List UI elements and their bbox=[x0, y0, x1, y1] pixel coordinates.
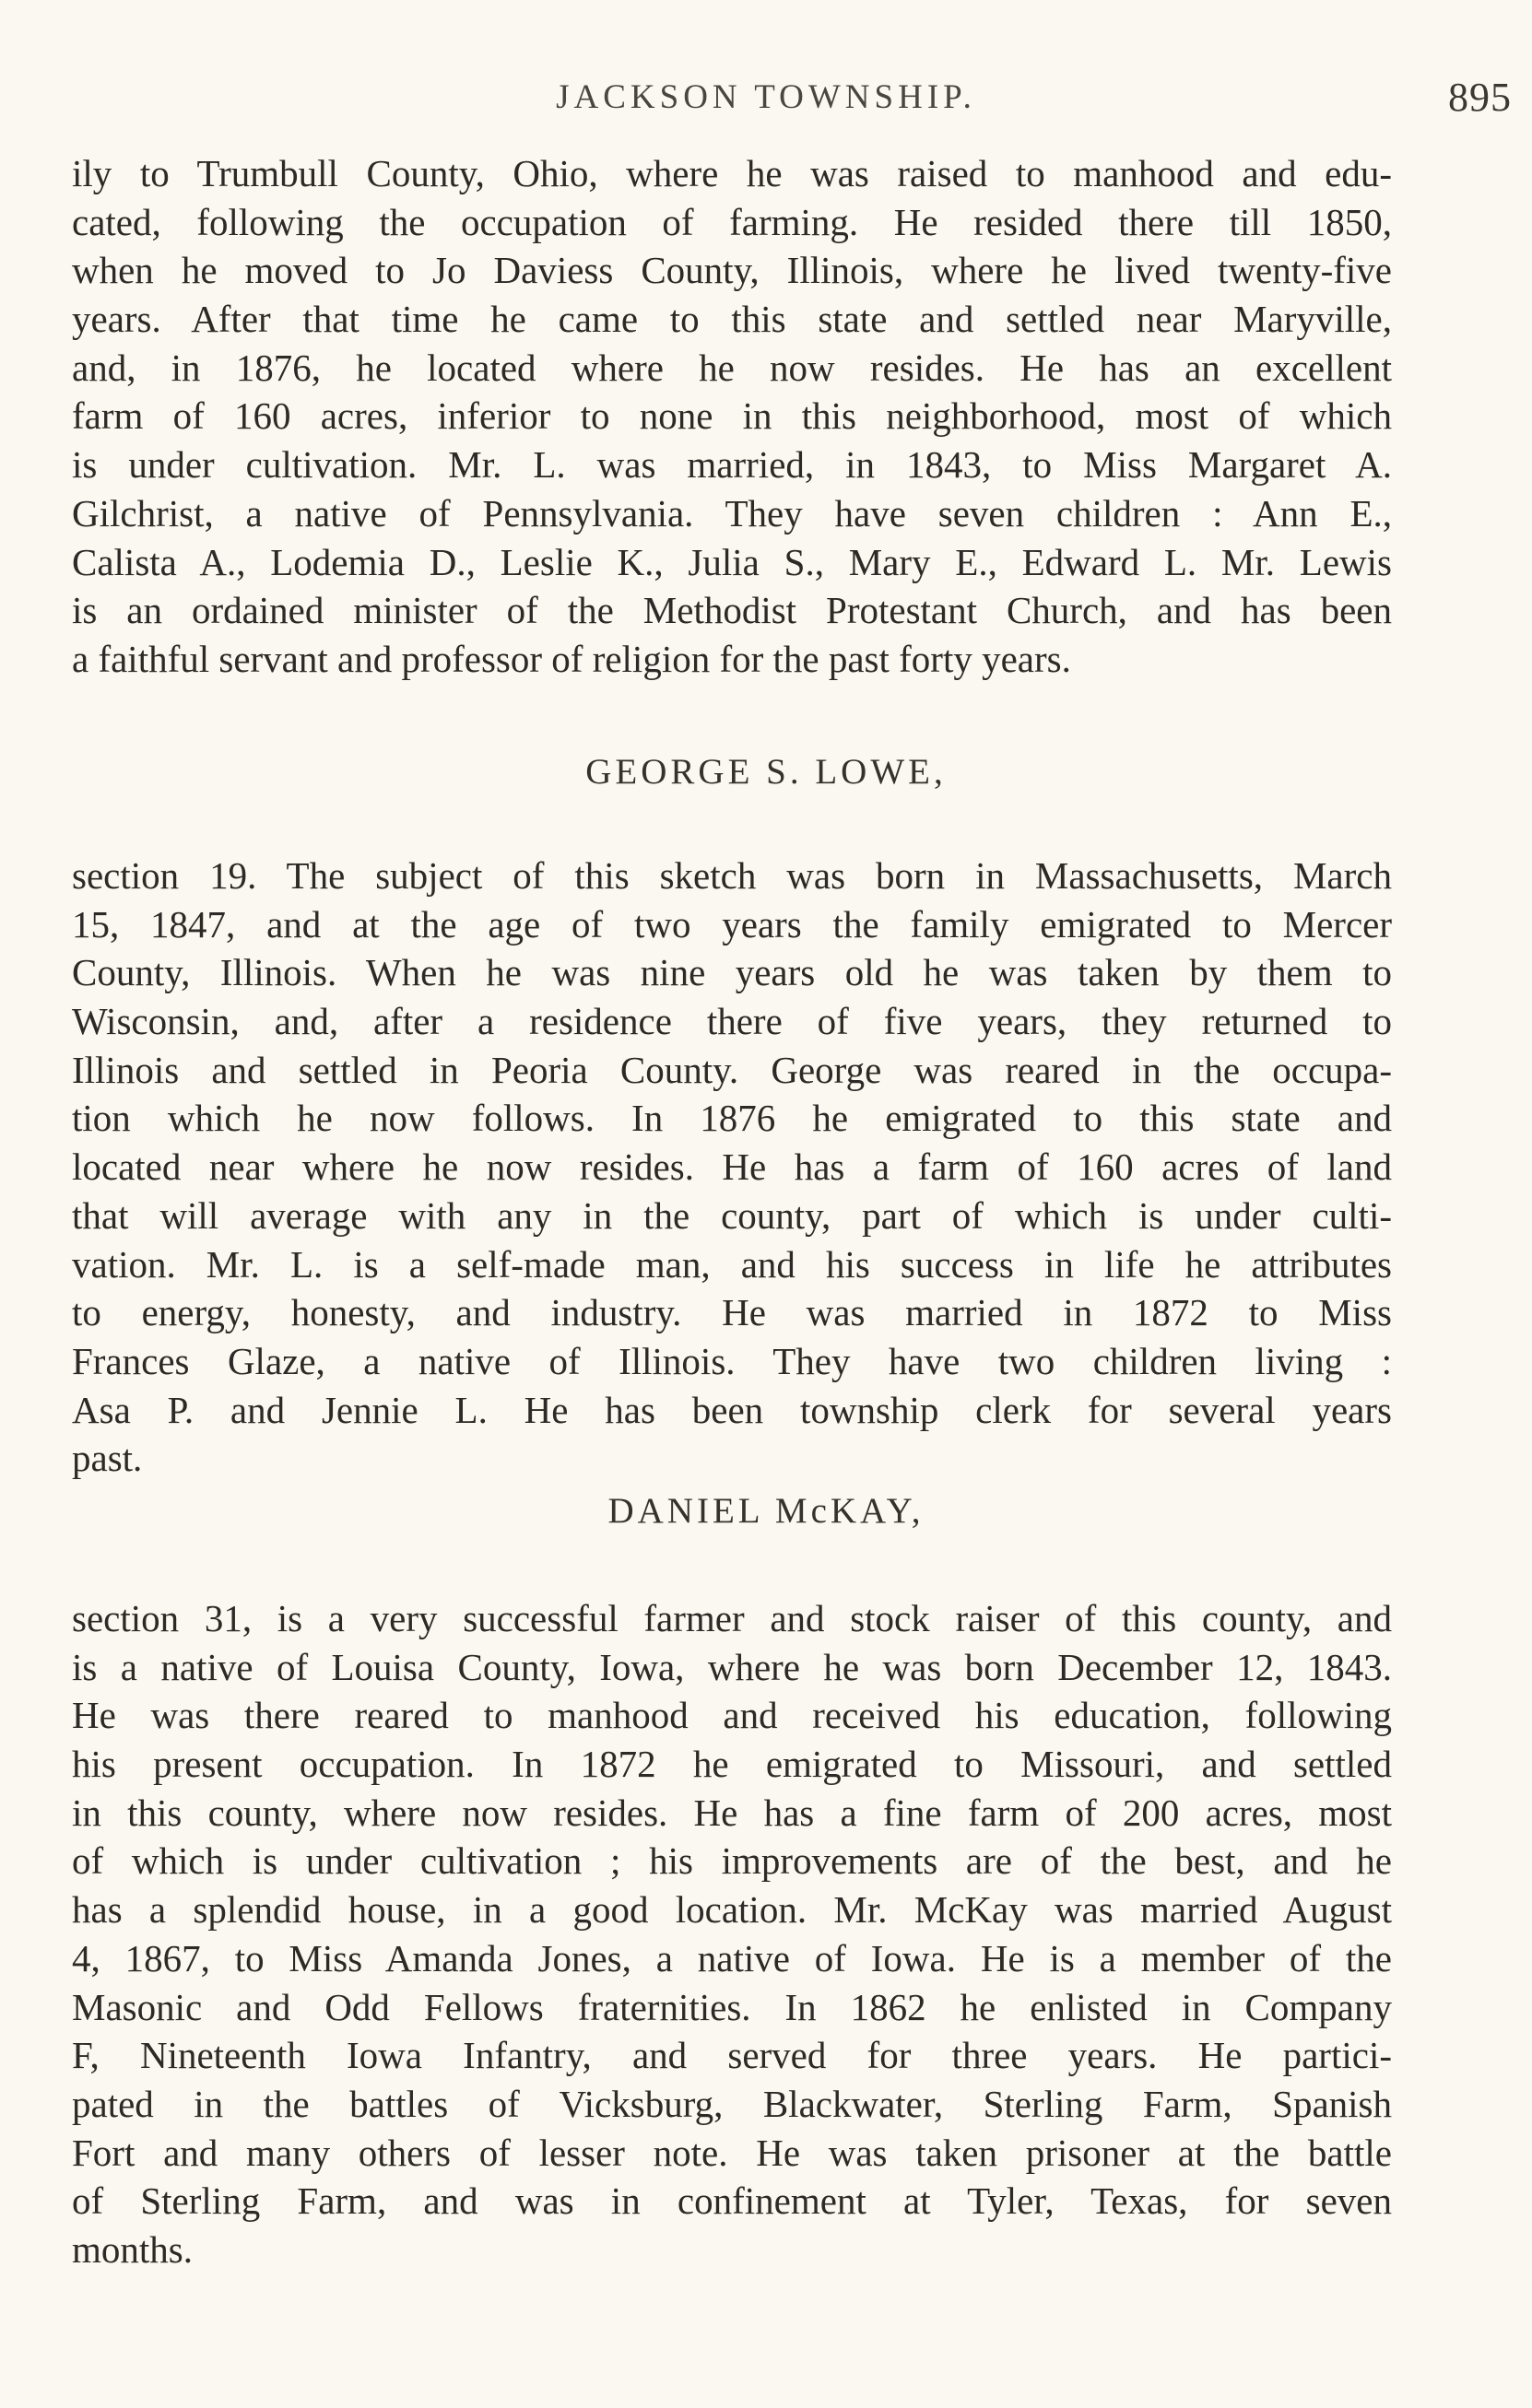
page-number: 895 bbox=[1448, 75, 1512, 120]
text-line: months. bbox=[72, 2227, 193, 2271]
text-line: tion which he now follows. In 1876 he emigrated to this state and bbox=[72, 1097, 1392, 1140]
text-line: has a splendid house, in a good location. Mr. McKay was married August bbox=[72, 1888, 1392, 1932]
text-line: cated, following the occupation of farming. He resided there till 1850, bbox=[72, 200, 1392, 243]
running-title: JACKSON TOWNSHIP. bbox=[556, 78, 976, 116]
text-line: years. After that time he came to this state and settled near Maryville, bbox=[72, 298, 1392, 341]
text-line: He was there reared to manhood and received his education, following bbox=[72, 1694, 1392, 1737]
text-line: County, Illinois. When he was nine years old he was taken by them to bbox=[72, 951, 1392, 994]
text-line: of Sterling Farm, and was in confinement at Tyler, Texas, for seven bbox=[72, 2179, 1392, 2223]
entry-heading-daniel-mckay: DANIEL McKAY, bbox=[607, 1491, 925, 1531]
text-line: farm of 160 acres, inferior to none in this neighborhood, most of which bbox=[72, 394, 1392, 438]
text-line: Wisconsin, and, after a residence there of five years, they returned to bbox=[72, 1000, 1392, 1043]
entry-heading-george-lowe: GEORGE S. LOWE, bbox=[585, 752, 947, 792]
text-line: Frances Glaze, a native of Illinois. They have two children living : bbox=[72, 1339, 1392, 1382]
entry-george-lowe bbox=[72, 852, 1392, 1483]
text-line: F, Nineteenth Iowa Infantry, and served for three years. He partici- bbox=[72, 2034, 1392, 2077]
text-line: of which is under cultivation ; his improvements are of the best, and he bbox=[72, 1839, 1392, 1883]
text-line: when he moved to Jo Daviess County, Illinois, where he lived twenty-five bbox=[72, 249, 1392, 292]
text-line: his present occupation. In 1872 he emigrated to Missouri, and settled bbox=[72, 1743, 1392, 1786]
text-line: is under cultivation. Mr. L. was married, in 1843, to Miss Margaret A. bbox=[72, 443, 1392, 487]
text-line: in this county, where now resides. He has a fine farm of 200 acres, most bbox=[72, 1791, 1392, 1834]
text-line: Masonic and Odd Fellows fraternities. In 1862 he enlisted in Company bbox=[72, 1985, 1392, 2028]
text-line: is a native of Louisa County, Iowa, where he was born December 12, 1843. bbox=[72, 1645, 1392, 1688]
text-line: that will average with any in the county, part of which is under culti- bbox=[72, 1193, 1392, 1237]
text-line: Illinois and settled in Peoria County. George was reared in the occupa- bbox=[72, 1048, 1392, 1091]
continued-entry bbox=[72, 149, 1392, 684]
text-line: a faithful servant and professor of religion for the past forty years. bbox=[72, 637, 1071, 680]
text-line: pated in the battles of Vicksburg, Blackwater, Sterling Farm, Spanish bbox=[72, 2082, 1392, 2125]
text-line: 4, 1867, to Miss Amanda Jones, a native of Iowa. He is a member of the bbox=[72, 1936, 1392, 1979]
text-line: section 19. The subject of this sketch was born in Massachusetts, March bbox=[72, 854, 1392, 897]
text-line: section 31, is a very successful farmer and stock raiser of this county, and bbox=[72, 1597, 1392, 1639]
text-line: 15, 1847, and at the age of two years the family emigrated to Mercer bbox=[72, 902, 1392, 946]
text-line: to energy, honesty, and industry. He was married in 1872 to Miss bbox=[72, 1291, 1392, 1334]
text-line: Fort and many others of lesser note. He was taken prisoner at the battle bbox=[72, 2131, 1392, 2174]
text-line: Calista A., Lodemia D., Leslie K., Julia S., Mary E., Edward L. Mr. Lewis bbox=[72, 540, 1392, 583]
text-line: Asa P. and Jennie L. He has been township clerk for several years bbox=[72, 1388, 1392, 1431]
text-line: Gilchrist, a native of Pennsylvania. They have seven children : Ann E., bbox=[72, 491, 1392, 534]
entry-daniel-mckay bbox=[72, 1594, 1392, 2274]
text-line: ily to Trumbull County, Ohio, where he was raised to manhood and edu- bbox=[72, 152, 1392, 194]
running-head bbox=[0, 77, 1532, 133]
text-line: past. bbox=[72, 1437, 143, 1480]
text-line: and, in 1876, he located where he now resides. He has an excellent bbox=[72, 346, 1392, 389]
text-line: vation. Mr. L. is a self-made man, and his success in life he attributes bbox=[72, 1242, 1392, 1286]
text-line: is an ordained minister of the Methodist Protestant Church, and has been bbox=[72, 589, 1392, 632]
text-line: located near where he now resides. He has a farm of 160 acres of land bbox=[72, 1145, 1392, 1189]
